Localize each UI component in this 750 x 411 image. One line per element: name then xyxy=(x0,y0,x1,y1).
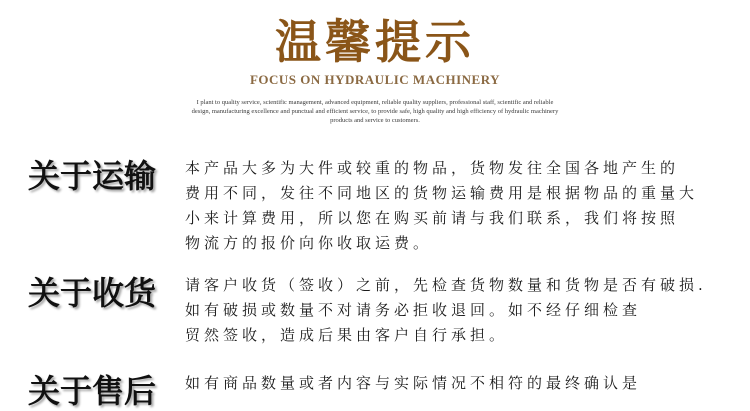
paragraph-line: 贸然签收，造成后果由客户自行承担。 xyxy=(185,326,509,344)
paragraph-line: 本产品大多为大件或较重的物品，货物发往全国各地产生的 xyxy=(185,159,680,177)
paragraph-line: 费用不同，发往不同地区的货物运输费用是根据物品的重量大 xyxy=(185,184,699,202)
section-paragraph xyxy=(185,371,641,396)
paragraph-line: 请客户收货（签收）之前，先检查货物数量和货物是否有破损. xyxy=(185,276,707,294)
section-heading: 关于售后 xyxy=(28,372,157,410)
tagline-line: products and service to customers. xyxy=(330,117,420,124)
tagline-line: design, manufacturing excellence and punctual and efficient service, to provide safe, high quality and high efficiency of hydraulic machinery xyxy=(191,108,559,115)
section-paragraph xyxy=(185,273,707,348)
tagline xyxy=(150,98,600,125)
tagline-line: I plant to quality service, scientific management, advanced equipment, reliable quality suppliers, professional staff, scientific and reliable xyxy=(196,99,554,106)
paragraph-line: 如有破损或数量不对请务必拒收退回。如不经仔细检查 xyxy=(185,301,642,319)
section-heading: 关于收货 xyxy=(28,274,157,312)
section-heading: 关于运输 xyxy=(28,157,157,195)
paragraph-line: 小来计算费用，所以您在购买前请与我们联系，我们将按照 xyxy=(185,209,680,227)
paragraph-line: 物流方的报价向你收取运费。 xyxy=(185,234,433,252)
page-subtitle: FOCUS ON HYDRAULIC MACHINERY xyxy=(249,72,501,87)
paragraph-line: 如有商品数量或者内容与实际情况不相符的最终确认是 xyxy=(185,374,642,392)
section-paragraph xyxy=(185,156,698,256)
page-title: 温馨提示 xyxy=(275,15,475,69)
